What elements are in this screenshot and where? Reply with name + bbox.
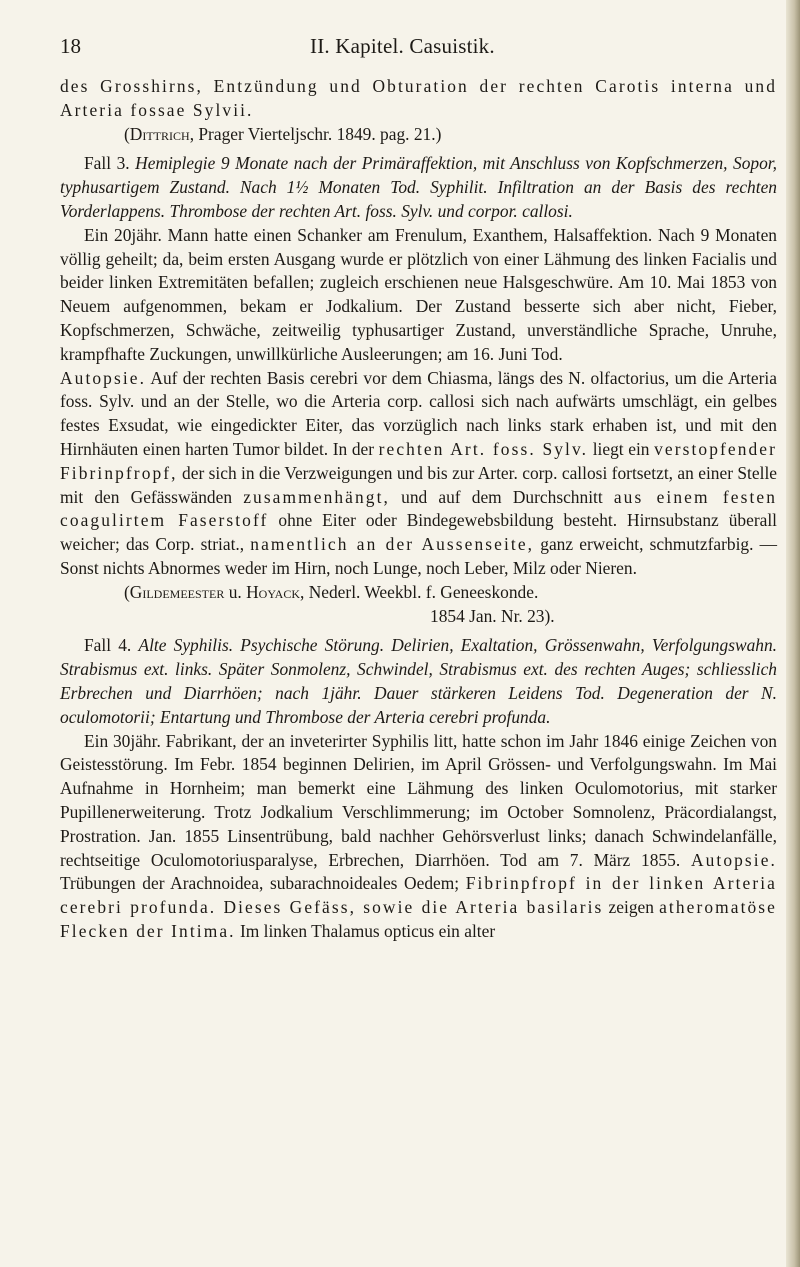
case3-label: Fall 3. — [84, 153, 130, 174]
case4-body-2: Trübungen der Arachnoidea, subarachnoideales Oedem; — [60, 873, 466, 894]
body-text — [60, 75, 777, 944]
case3-citation-date — [60, 605, 777, 629]
case4-body-1: Ein 30jähr. Fabrikant, der an inveterirter Syphilis litt, hatte schon im Jahr 1846 einige Zeichen von Geistesstörung. Im Febr. 1854 beginnen Delirien, im April Grössen- und Verfolgungswahn. Im Mai Aufnahme in Hornheim; man bemerkt eine Lähmung des linken Oculomotorius, mit starker Pupillenerweiterung. Trotz Jodkalium Verschlimmerung; im October Somnolenz, Präcordialangst, Prostration. Jan. 1855 Linsentrübung, bald nachher Gehörsverlust links; danach Schwindelanfälle, rechtseitige Oculomotoriusparalyse, Erbrechen, Diarrhöen. Tod am 7. März 1855. — [60, 730, 777, 870]
page-number: 18 — [60, 34, 81, 58]
case3-spaced-5: namentlich an der Aussenseite, — [250, 534, 535, 555]
case4-label: Fall 4. — [84, 635, 132, 656]
case4-history — [60, 730, 777, 944]
case3-spaced-4: aus einem festen coagulirtem Faserstoff — [60, 486, 777, 531]
intro-title-line: des Grosshirns, Entzündung und Obturation der rechten Carotis interna und Arteria fossae Sylvii. — [60, 76, 777, 120]
intro-citation: (Dittrich, Prager Vierteljschr. 1849. pag. 21.) — [124, 123, 442, 144]
case3-body-7: ganz erweicht, schmutzfarbig. — Sonst nichts Abnormes weder im Hirn, noch Lunge, noch Leber, Milz oder Nieren. — [60, 534, 777, 578]
page-edge-shadow — [786, 0, 800, 1267]
case4-spaced-2: atheromatöse Flecken der Intima. — [60, 897, 777, 941]
citation-author: Dittrich — [129, 123, 190, 144]
citation-connector: u. — [224, 581, 247, 602]
case3-body-5: und auf dem Durchschnitt — [389, 486, 614, 507]
case4-summary: Alte Syphilis. Psychische Störung. Delirien, Exaltation, Grössenwahn, Verfolgungswahn. Strabismus ext. links. Später Sonmolenz, Schwindel, Strabismus ext. des rechten Auges; schliesslich Erbrechen und Diarrhöen; nach 1jähr. Dauer stärkeren Leidens Tod. Degeneration der N. oculomotorii; Entartung und Thrombose der Arteria cerebri profunda. — [60, 635, 778, 727]
case4-spaced-1: Fibrinpfropf in der linken Arteria cerebri profunda. Dieses Gefäss, sowie die Arteria basilaris — [60, 873, 778, 918]
citation-journal: , Nederl. Weekbl. f. Geneeskonde. — [300, 581, 539, 602]
case3-body-6: ohne Eiter oder Bindegewebsbildung besteht. Hirnsubstanz überall weicher; das Corp. striat., — [60, 510, 777, 555]
case3-history — [60, 224, 777, 367]
case3-citation: (Gildemeester u. Hoyack, Nederl. Weekbl. f. Geneeskonde. — [124, 581, 539, 602]
case4-body-4: Im linken Thalamus opticus ein alter — [235, 920, 496, 941]
case3-autopsy — [60, 367, 777, 581]
case3-autopsy-word: Autopsie. — [60, 367, 147, 388]
citation-author-2: Hoyack — [246, 581, 301, 602]
intro-paragraph — [60, 75, 777, 123]
case3-body-1: Ein 20jähr. Mann hatte einen Schanker am Frenulum, Exanthem, Halsaffektion. Nach 9 Monaten völlig geheilt; da, beim ersten Ausgang wurde er plötzlich von einer Lähmung des linken Facialis und beider linken Extremitäten befallen; zugleich erschienen neue Halsgeschwüre. Am 10. Mai 1853 von Neuem aufgenommen, bekam er Jodkalium. Der Zustand besserte sich aber nicht, Fieber, Kopfschmerzen, Schwäche, zeitweilig typhusartiger Zustand, unverständliche Sprache, Unruhe, krampfhafte Zuckungen, unwillkürliche Ausleerungen; am 16. Juni Tod. — [60, 224, 777, 364]
case4-heading — [60, 634, 777, 729]
citation-author-1: Gildemeester — [129, 581, 225, 602]
case3-body-3: liegt ein — [588, 438, 655, 459]
case3-spaced-3: zusammenhängt, — [243, 486, 390, 507]
case3-spaced-1: rechten Art. foss. Sylv. — [378, 438, 589, 459]
page-header — [60, 34, 780, 64]
case3-heading — [60, 152, 777, 223]
citation-date: 1854 Jan. Nr. 23). — [430, 605, 555, 626]
case4-autopsy-word: Autopsie. — [690, 849, 777, 870]
running-head: II. Kapitel. Casuistik. — [310, 34, 495, 58]
case3-body-2: Auf der rechten Basis cerebri vor dem Chiasma, längs des N. olfactorius, um die Arteria foss. Sylv. und an der Stelle, wo die Arteria corp. callosi sich nach aufwärts umschlägt, ein gelbes festes Exsudat, wie eingedickter Eiter, das vorzüglich nach links stark erhaben ist, und mit den Hirnhäuten einen harten Tumor bildet. In der — [60, 367, 777, 459]
case4-body-3: zeigen — [603, 897, 660, 918]
case3-body-4: der sich in die Verzweigungen und bis zur Arter. corp. callosi fortsetzt, an einer Stelle mit den Gefässwänden — [60, 462, 777, 507]
case3-summary: Hemiplegie 9 Monate nach der Primäraffektion, mit Anschluss von Kopfschmerzen, Sopor, typhusartigem Zustand. Nach 1½ Monaten Tod. Syphilit. Infiltration an der Basis des rechten Vorderlappens. Thrombose der rechten Art. foss. Sylv. und corpor. callosi. — [60, 153, 777, 221]
case3-spaced-2: verstopfender Fibrinpfropf, — [60, 438, 777, 483]
citation-rest: , Prager Vierteljschr. 1849. pag. 21.) — [189, 123, 442, 144]
